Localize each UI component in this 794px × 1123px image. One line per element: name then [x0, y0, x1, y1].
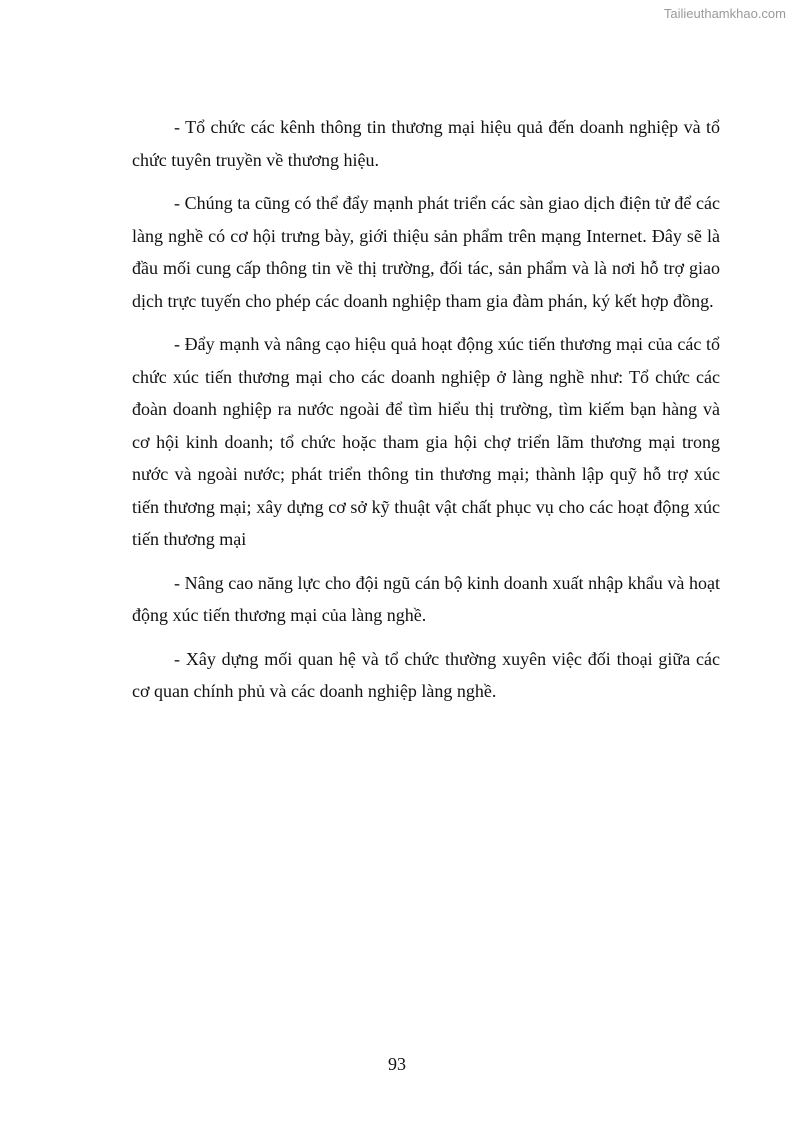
- paragraph-5: - Xây dựng mối quan hệ và tổ chức thường xuyên việc đối thoại giữa các cơ quan chính phủ và các doanh nghiệp làng nghề.: [132, 648, 720, 701]
- page-number: 93: [388, 1054, 406, 1074]
- paragraph-1: - Tổ chức các kênh thông tin thương mại hiệu quả đến doanh nghiệp và tổ chức tuyên truyền về thương hiệu.: [132, 117, 720, 170]
- paragraph-2: - Chúng ta cũng có thể đẩy mạnh phát triển các sàn giao dịch điện tử để các làng nghề có cơ hội trưng bày, giới thiệu sản phẩm trên mạng Internet. Đây sẽ là đầu mối cung cấp thông tin về thị trường, đối tác, sản phẩm và là nơi hỗ trợ giao dịch trực tuyến cho phép các doanh nghiệp tham gia đàm phán, ký kết hợp đồng.: [132, 193, 720, 311]
- watermark: Tailieuthamkhao.com: [663, 6, 786, 21]
- document-body: [132, 111, 720, 719]
- paragraph-4: - Nâng cao năng lực cho đội ngũ cán bộ kinh doanh xuất nhập khẩu và hoạt động xúc tiến thương mại của làng nghề.: [132, 572, 720, 625]
- paragraph-3: - Đẩy mạnh và nâng cạo hiệu quả hoạt động xúc tiến thương mại của các tổ chức xúc tiến thương mại cho các doanh nghiệp ở làng nghề như: Tổ chức các đoàn doanh nghiệp ra nước ngoài để tìm hiểu thị trường, tìm kiếm bạn hàng và cơ hội kinh doanh; tổ chức hoặc tham gia hội chợ triển lãm thương mại trong nước và ngoài nước; phát triển thông tin thương mại; thành lập quỹ hỗ trợ xúc tiến thương mại; xây dựng cơ sở kỹ thuật vật chất phục vụ cho các hoạt động xúc tiến thương mại: [132, 334, 720, 549]
